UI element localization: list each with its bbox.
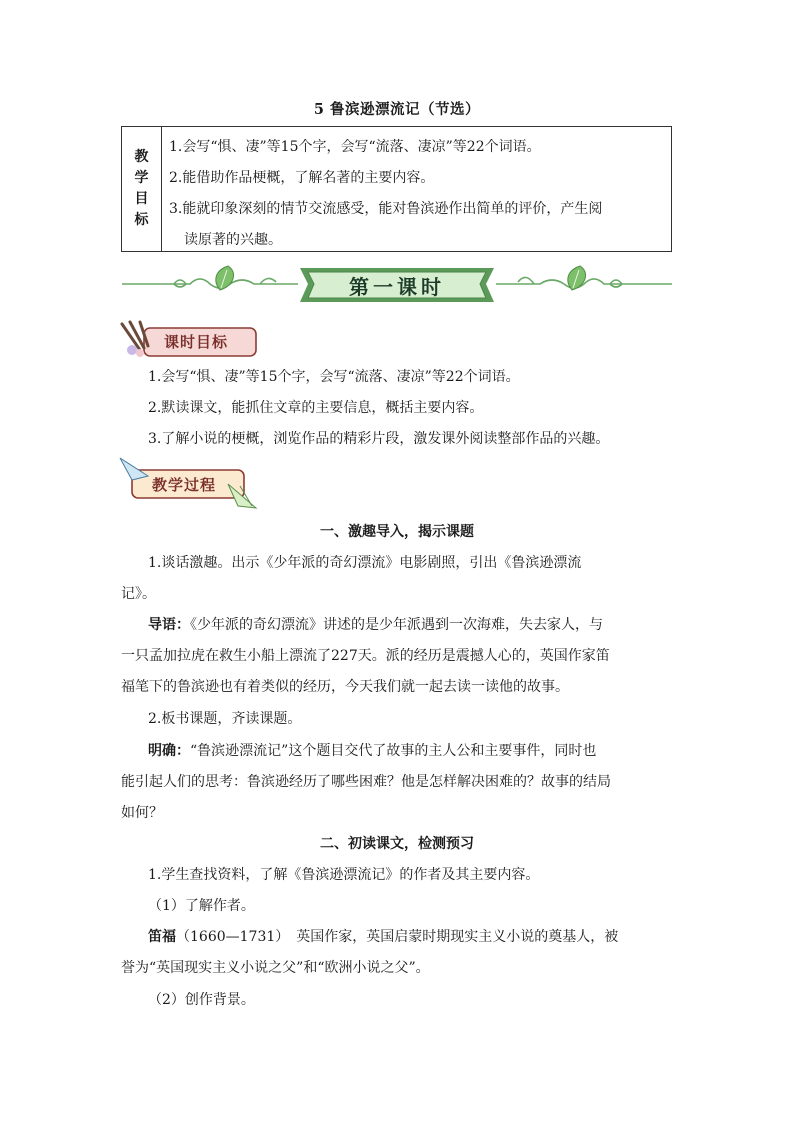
- paragraph-line: 如何？: [121, 805, 163, 821]
- goal-item: 1.会写“惧、凄”等15个字，会写“流落、凄凉”等22个词语。: [148, 369, 520, 385]
- banner-title: 第一课时: [349, 275, 445, 299]
- label-char: 目: [134, 191, 149, 207]
- goal-item: 3.了解小说的梗概，浏览作品的精彩片段，激发课外阅读整部作品的兴趣。: [148, 431, 610, 447]
- label-char: 标: [134, 212, 149, 228]
- guide-paragraph: [148, 614, 603, 634]
- clarify-label: 明确：: [148, 743, 190, 759]
- paragraph-line: 能引起人们的思考：鲁滨逊经历了哪些困难？他是怎样解决困难的？故事的结局: [121, 774, 611, 790]
- label-char: 教: [134, 149, 149, 165]
- paragraph-line: 福笔下的鲁滨逊也有着类似的经历，今天我们就一起去读一读他的故事。: [121, 679, 569, 695]
- lesson-goals-badge: [114, 320, 264, 360]
- author-paragraph: [148, 926, 618, 946]
- objectives-list: [169, 132, 669, 256]
- objective-item: 3.能就印象深刻的情节交流感受，能对鲁滨逊作出简单的评价，产生阅: [169, 201, 603, 217]
- section-heading: 二、初读课文，检测预习: [320, 836, 474, 852]
- section-heading: 一、激趣导入，揭示课题: [320, 524, 474, 540]
- objective-item: 1.会写“惧、凄”等15个字，会写“流落、凄凉”等22个词语。: [169, 139, 541, 155]
- paragraph-line: 誉为“英国现实主义小说之父”和“欧洲小说之父”。: [121, 960, 430, 976]
- paragraph-line: 1.谈话激趣。出示《少年派的奇幻漂流》电影剧照，引出《鲁滨逊漂流: [148, 555, 582, 571]
- teaching-process-title: 教学过程: [152, 476, 217, 494]
- goal-item: 2.默读课文，能抓住文章的主要信息，概括主要内容。: [148, 400, 484, 416]
- lesson-banner: [120, 262, 674, 312]
- clarify-text: “鲁滨逊漂流记”这个题目交代了故事的主人公和主要事件，同时也: [190, 743, 597, 759]
- subheading: （1）了解作者。: [148, 898, 255, 914]
- guide-label: 导语：: [148, 617, 190, 633]
- author-name: 笛福: [148, 929, 176, 945]
- paragraph-line: 1.学生查找资料，了解《鲁滨逊漂流记》的作者及其主要内容。: [148, 867, 540, 883]
- objective-item-continued: 读原著的兴趣。: [184, 232, 282, 248]
- paragraph-line: 一只孟加拉虎在救生小船上漂流了227天。派的经历是震撼人心的，英国作家笛: [121, 648, 610, 664]
- clarify-paragraph: [148, 740, 596, 760]
- paragraph-line: 2.板书课题，齐读课题。: [148, 711, 302, 727]
- author-text: （1660—1731） 英国作家，英国启蒙时期现实主义小说的奠基人，被: [176, 929, 619, 945]
- paragraph-line: 记》。: [121, 586, 156, 602]
- objectives-label: [122, 127, 162, 251]
- subheading: （2）创作背景。: [148, 992, 255, 1008]
- label-char: 学: [134, 170, 149, 186]
- teaching-objectives-table: [121, 126, 672, 252]
- guide-text: 《少年派的奇幻漂流》讲述的是少年派遇到一次海难，失去家人，与: [190, 617, 603, 633]
- lesson-goals-title: 课时目标: [164, 333, 229, 351]
- objective-item: 2.能借助作品梗概，了解名著的主要内容。: [169, 170, 435, 186]
- teaching-process-badge: [118, 456, 268, 512]
- page-title: 5 鲁滨逊漂流记（节选）: [313, 101, 481, 118]
